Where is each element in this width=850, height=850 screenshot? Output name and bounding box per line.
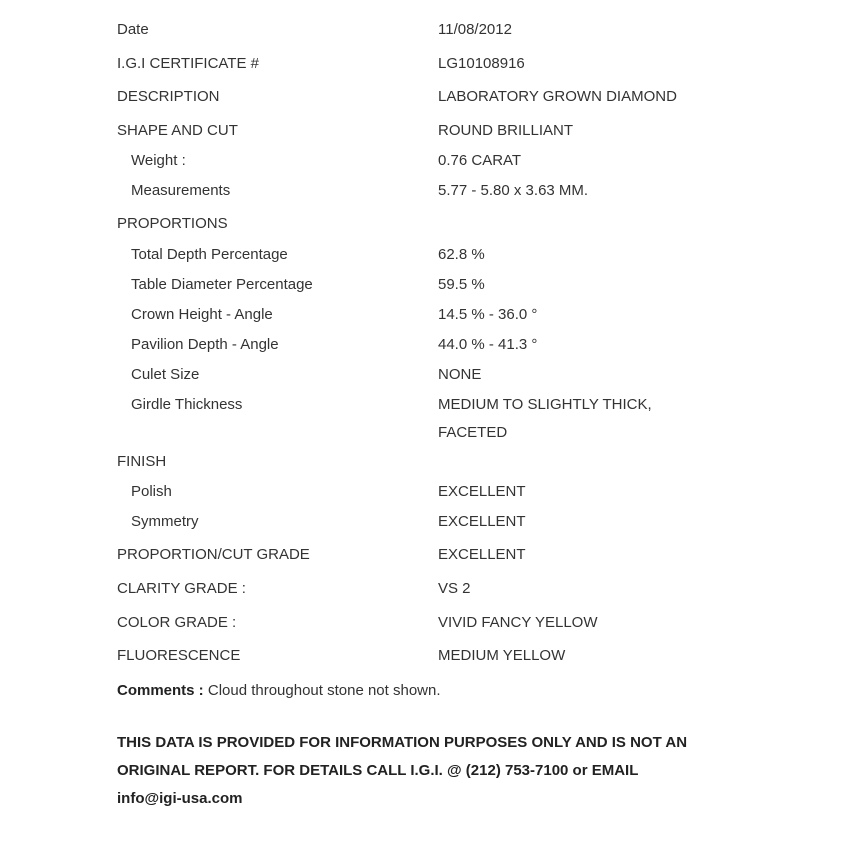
- disclaimer-line2: ORIGINAL REPORT. FOR DETAILS CALL I.G.I. @ (212) 753-7100 or EMAIL: [117, 762, 639, 779]
- table-diameter-value: 59.5 %: [438, 276, 485, 293]
- total-depth-label: Total Depth Percentage: [131, 246, 288, 263]
- weight-row: [117, 150, 757, 172]
- disclaimer: [117, 729, 757, 813]
- cut-grade-value: EXCELLENT: [438, 546, 526, 563]
- measurements-label: Measurements: [131, 182, 231, 199]
- girdle-value: [438, 391, 718, 447]
- crown-label: Crown Height - Angle: [131, 306, 273, 323]
- weight-label: Weight :: [131, 152, 186, 169]
- proportions-heading-row: [117, 213, 757, 235]
- disclaimer-line1: THIS DATA IS PROVIDED FOR INFORMATION PURPOSES ONLY AND IS NOT AN: [117, 734, 688, 751]
- pavilion-label: Pavilion Depth - Angle: [131, 336, 279, 353]
- girdle-row: [117, 394, 757, 444]
- shape-cut-label: SHAPE AND CUT: [117, 122, 238, 139]
- clarity-label: CLARITY GRADE :: [117, 580, 246, 597]
- fluorescence-row: [117, 645, 757, 667]
- polish-value: EXCELLENT: [438, 483, 526, 500]
- clarity-row: [117, 578, 757, 600]
- certificate-row: [117, 53, 757, 75]
- girdle-label: Girdle Thickness: [131, 396, 243, 413]
- crown-value: 14.5 % - 36.0 °: [438, 306, 538, 323]
- measurements-row: [117, 180, 757, 202]
- color-row: [117, 612, 757, 634]
- certificate-label: I.G.I CERTIFICATE #: [117, 55, 259, 72]
- fluorescence-value: MEDIUM YELLOW: [438, 647, 566, 664]
- cut-grade-label: PROPORTION/CUT GRADE: [117, 546, 310, 563]
- symmetry-value: EXCELLENT: [438, 513, 526, 530]
- symmetry-label: Symmetry: [131, 513, 199, 530]
- finish-heading: FINISH: [117, 453, 167, 470]
- shape-cut-value: ROUND BRILLIANT: [438, 122, 574, 139]
- symmetry-row: [117, 511, 757, 533]
- description-value: LABORATORY GROWN DIAMOND: [438, 88, 677, 105]
- weight-value: 0.76 CARAT: [438, 152, 522, 169]
- pavilion-row: [117, 334, 757, 356]
- description-row: [117, 86, 757, 108]
- color-value: VIVID FANCY YELLOW: [438, 614, 598, 631]
- measurements-value: 5.77 - 5.80 x 3.63 MM.: [438, 182, 589, 199]
- proportions-heading: PROPORTIONS: [117, 215, 228, 232]
- culet-label: Culet Size: [131, 366, 200, 383]
- comments-text: Cloud throughout stone not shown.: [203, 682, 441, 699]
- culet-value: NONE: [438, 366, 482, 383]
- girdle-value-line1: MEDIUM TO SLIGHTLY THICK,: [438, 396, 652, 413]
- comments: [117, 680, 757, 702]
- culet-row: [117, 364, 757, 386]
- date-row: [117, 19, 757, 41]
- crown-row: [117, 304, 757, 326]
- table-diameter-label: Table Diameter Percentage: [131, 276, 313, 293]
- pavilion-value: 44.0 % - 41.3 °: [438, 336, 538, 353]
- clarity-value: VS 2: [438, 580, 471, 597]
- table-diameter-row: [117, 274, 757, 296]
- date-value: 11/08/2012: [438, 21, 512, 38]
- polish-label: Polish: [131, 483, 172, 500]
- girdle-value-line2: FACETED: [438, 424, 508, 441]
- total-depth-value: 62.8 %: [438, 246, 485, 263]
- date-label: Date: [117, 21, 149, 38]
- color-label: COLOR GRADE :: [117, 614, 237, 631]
- total-depth-row: [117, 244, 757, 266]
- fluorescence-label: FLUORESCENCE: [117, 647, 241, 664]
- certificate-value: LG10108916: [438, 55, 525, 72]
- description-label: DESCRIPTION: [117, 88, 220, 105]
- shape-cut-row: [117, 120, 757, 142]
- finish-heading-row: [117, 451, 757, 473]
- comments-label: Comments :: [117, 682, 204, 699]
- disclaimer-email: info@igi-usa.com: [117, 790, 243, 807]
- polish-row: [117, 481, 757, 503]
- cut-grade-row: [117, 544, 757, 566]
